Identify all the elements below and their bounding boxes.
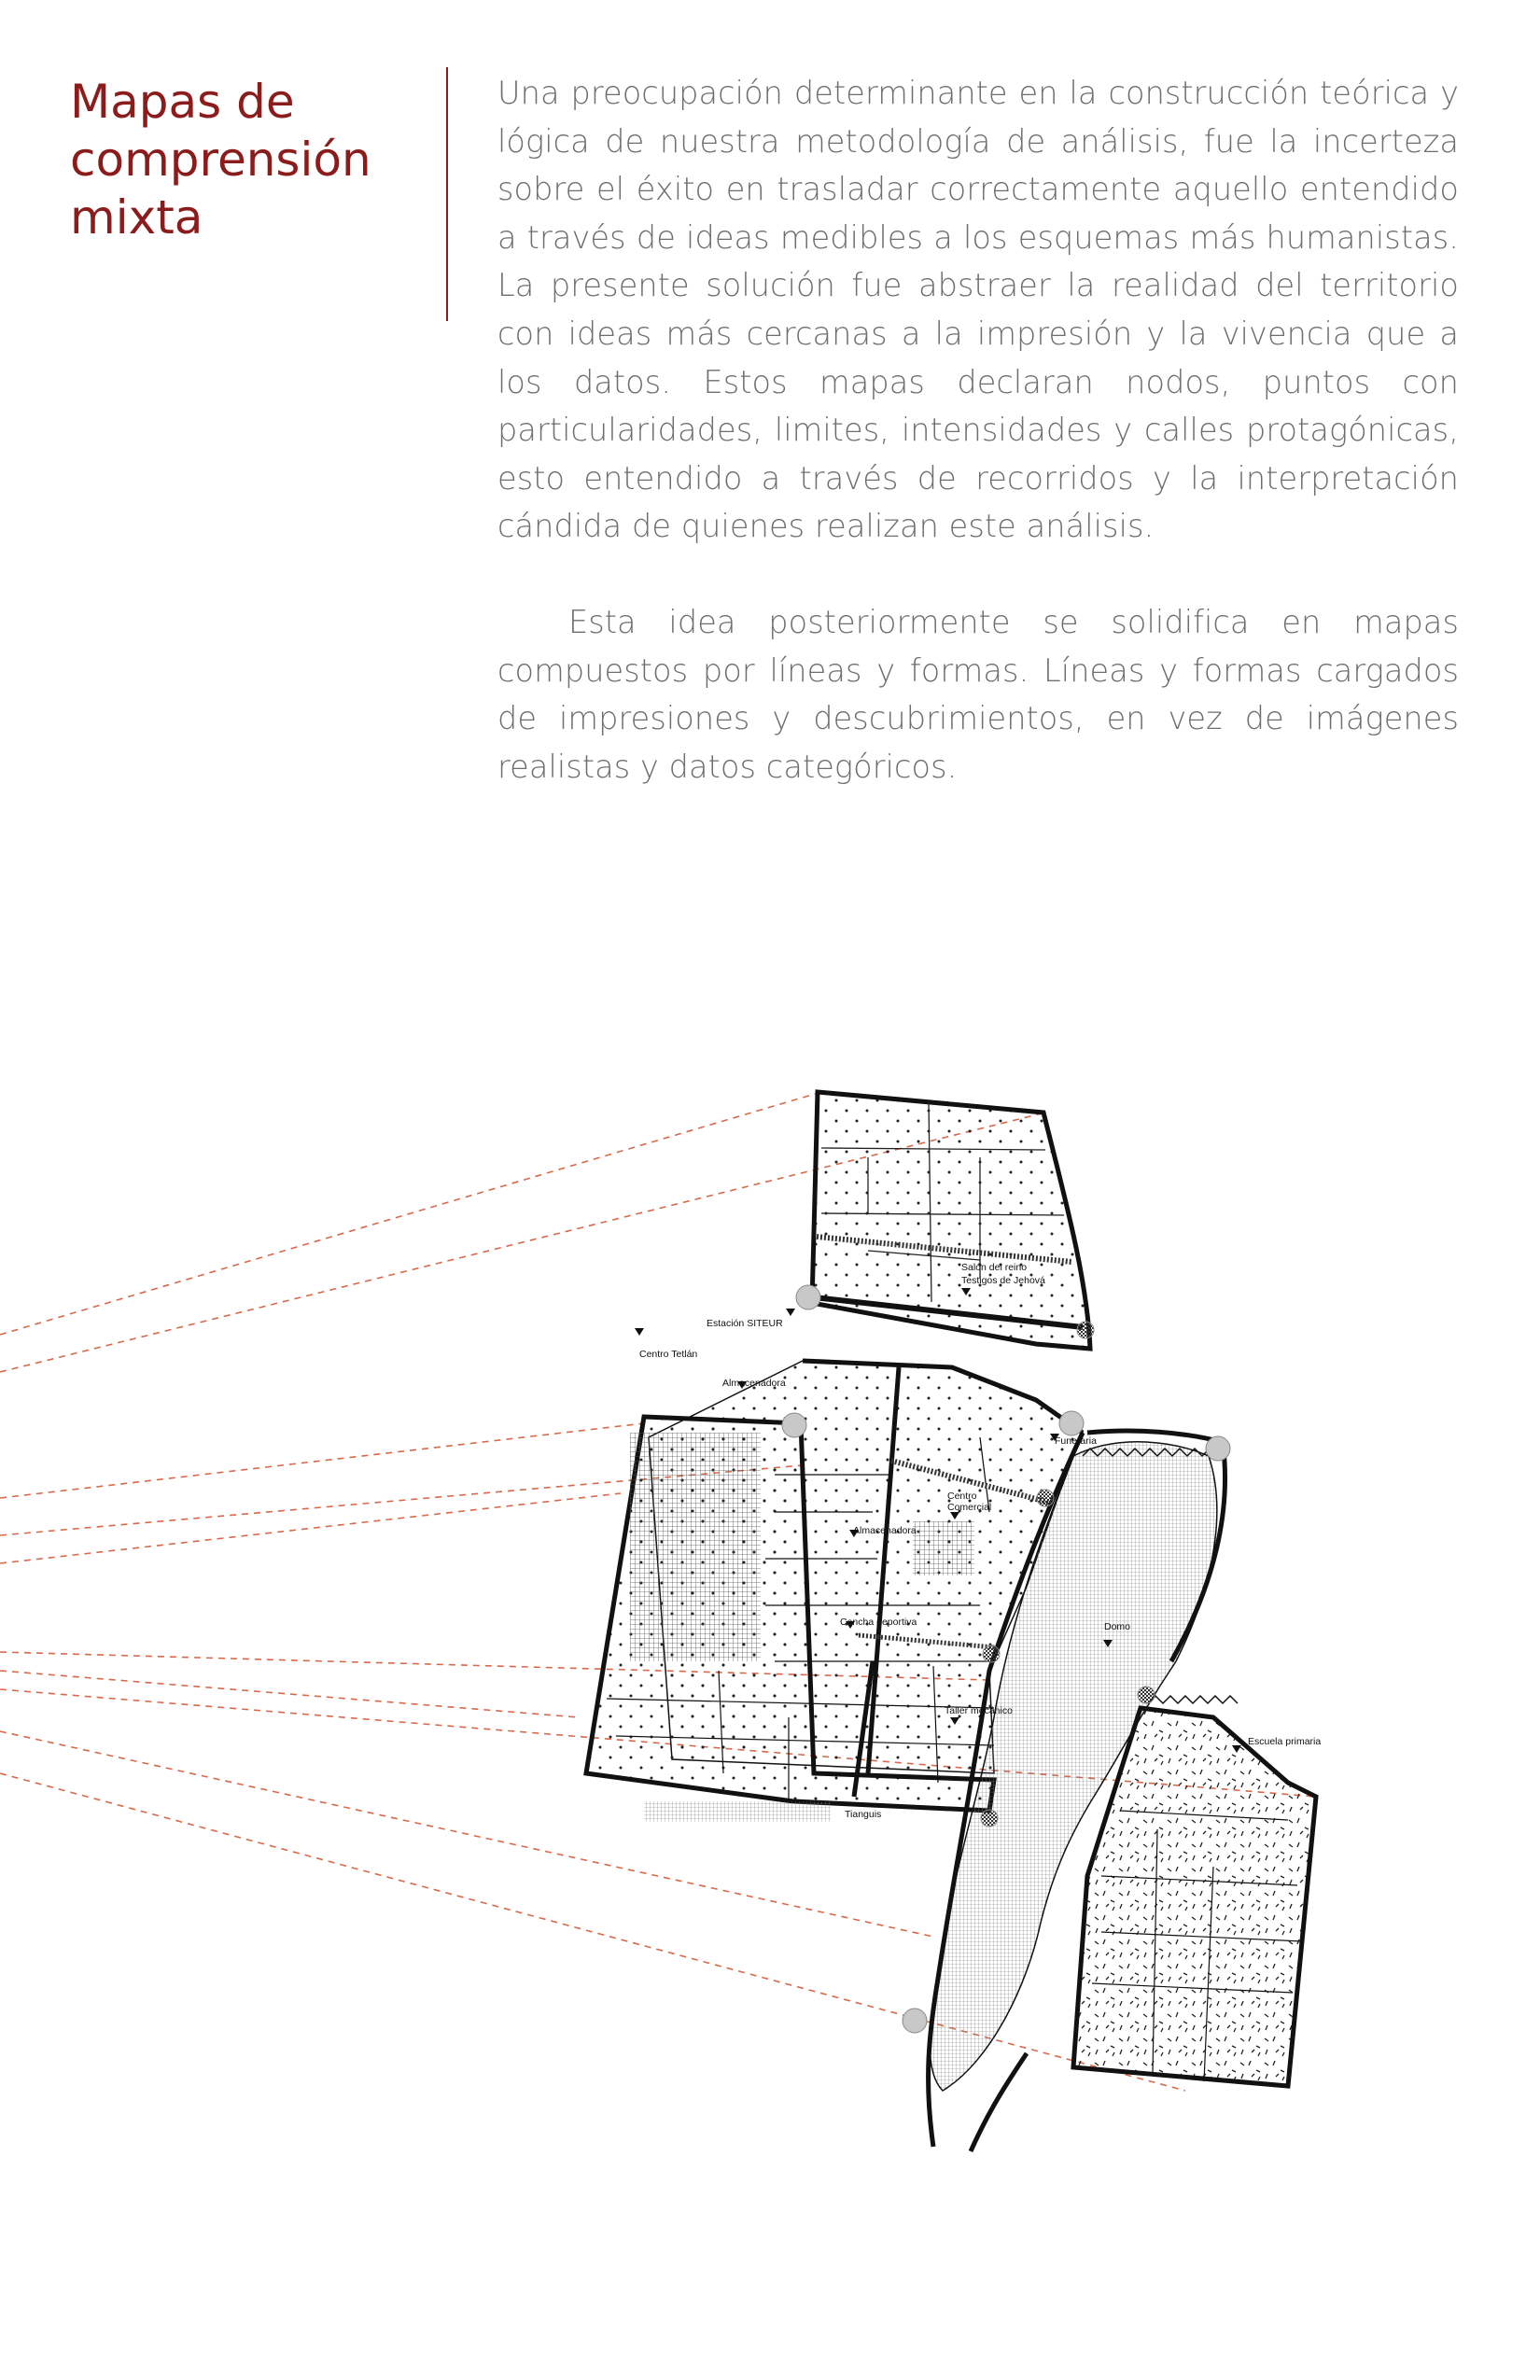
perspective-line: [0, 1092, 821, 1335]
label-taller-mecanico: Taller mecánico: [945, 1705, 1013, 1716]
zigzag-border-east: [1148, 1696, 1238, 1703]
body-text: [497, 69, 1459, 791]
node-marker: [1037, 1490, 1054, 1506]
perspective-line: [0, 1671, 579, 1717]
label-tianguis: Tianguis: [845, 1809, 882, 1820]
label-almacenadora-north: Almacenadora: [722, 1378, 786, 1389]
river-south-edge: [971, 2053, 1027, 2151]
tianguis-strip: [644, 1801, 831, 1822]
label-domo: Domo: [1104, 1621, 1131, 1632]
label-centro-comercial-2: Comercial: [947, 1502, 992, 1513]
node-marker: [981, 1810, 998, 1827]
place-marker: [786, 1309, 795, 1316]
label-escuela-primaria: Escuela primaria: [1248, 1736, 1322, 1747]
title-line-2: comprensión: [70, 133, 371, 187]
page-title: [70, 73, 406, 246]
grid-field: [630, 1433, 761, 1661]
perspective-line: [0, 1493, 621, 1563]
label-centro-tetlan: Centro Tetlán: [639, 1349, 698, 1360]
label-funeraria: Funeraria: [1055, 1435, 1097, 1447]
label-salon-reino: Salón del reino: [961, 1262, 1028, 1273]
node-marker: [1138, 1687, 1155, 1703]
node-marker: [1206, 1436, 1230, 1461]
label-cancha-deportiva: Cancha deportiva: [840, 1617, 917, 1628]
title-divider: [446, 67, 448, 321]
perspective-line: [0, 1423, 644, 1498]
node-marker: [1059, 1411, 1084, 1435]
node-marker: [782, 1413, 806, 1437]
territory-map: [0, 1064, 1540, 2184]
almacenadora-field: [913, 1521, 974, 1575]
title-line-3: mixta: [70, 190, 203, 245]
label-centro-comercial-1: Centro: [947, 1491, 977, 1502]
node-marker: [983, 1645, 1000, 1662]
label-almacenadora-south: Almacenadora: [853, 1525, 917, 1536]
node-marker: [903, 2009, 927, 2033]
paragraph-2: Esta idea posteriormente se solidifica en mapas compuestos por líneas y formas. Líneas y formas cargados de impresiones y descubrimientos, en vez de imágenes realistas y datos categóricos.: [497, 603, 1459, 785]
place-marker: [635, 1328, 644, 1336]
node-marker: [796, 1285, 820, 1309]
map-drawing: [0, 1064, 1540, 2184]
title-line-1: Mapas de: [70, 75, 295, 129]
paragraph-1: Una preocupación determinante en la construcción teórica y lógica de nuestra metodología de análisis, fue la incerteza sobre el éxito en trasladar correctamente aquello entendido a través de ideas medibles a los esquemas más humanistas. La presente solución fue abstraer la realidad del territorio con ideas más cercanas a la impresión y la vivencia que a los datos. Estos mapas declaran nodos, puntos con particularidades, limites, intensidades y calles protagónicas, esto entendido a través de recorridos y la interpretación cándida de quienes realizan este análisis.: [497, 75, 1459, 545]
label-testigos: Testigos de Jehová: [961, 1275, 1045, 1286]
label-estacion-siteur: Estación SITEUR: [707, 1318, 783, 1329]
node-marker: [1077, 1322, 1094, 1338]
